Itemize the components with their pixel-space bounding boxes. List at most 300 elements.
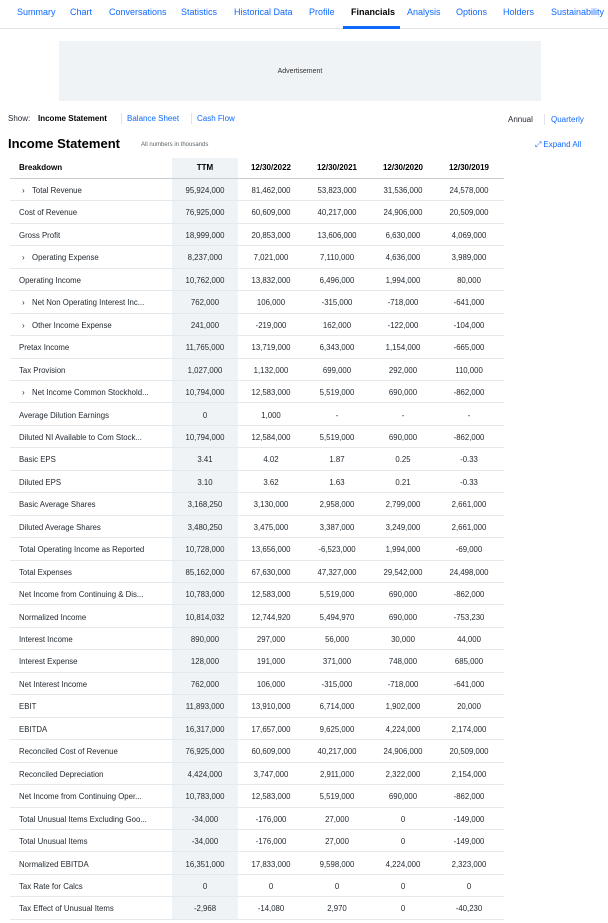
row-label (19, 231, 164, 240)
table-cell: 4,069,000 (451, 230, 487, 240)
table-cell: -315,000 (321, 679, 353, 689)
table-cell: -40,230 (455, 904, 483, 914)
row-label-text: Total Unusual Items (19, 837, 88, 847)
table-cell: 106,000 (256, 298, 286, 308)
table-cell: -219,000 (255, 320, 287, 330)
table-cell: -665,000 (453, 343, 485, 353)
table-cell: -34,000 (191, 837, 219, 847)
row-label-text: Operating Income (19, 275, 81, 285)
table-cell: 3,387,000 (319, 522, 355, 532)
table-row (10, 808, 504, 830)
table-row (10, 336, 504, 358)
row-label-text: Cost of Revenue (19, 208, 78, 218)
table-cell: 5,519,000 (319, 432, 355, 442)
table-cell: 5,494,970 (319, 612, 355, 622)
table-cell: 1.63 (329, 477, 345, 487)
row-label-text: EBITDA (19, 724, 48, 734)
row-label-text: Reconciled Cost of Revenue (19, 747, 118, 757)
chevron-right-icon[interactable]: › (22, 186, 25, 195)
table-cell: 0 (400, 904, 406, 914)
table-cell: -862,000 (453, 590, 485, 600)
table-cell: 7,021,000 (253, 253, 289, 263)
table-cell: 10,783,000 (185, 792, 225, 802)
expand-all-label: Expand All (543, 140, 582, 149)
table-cell: -176,000 (255, 814, 287, 824)
row-label-text: Normalized Income (19, 612, 87, 622)
row-label (19, 725, 164, 734)
table-cell: -718,000 (387, 298, 419, 308)
row-label-text: Other Income Expense (32, 320, 112, 330)
table-cell: 10,794,000 (185, 388, 225, 398)
table-cell: 3,168,250 (187, 500, 223, 510)
table-row[interactable] (10, 381, 504, 403)
statement-selector (8, 114, 235, 123)
table-cell: -122,000 (387, 320, 419, 330)
row-label-text: Interest Expense (19, 657, 78, 667)
row-label (19, 478, 164, 487)
table-row (10, 561, 504, 583)
table-cell: 10,794,000 (185, 432, 225, 442)
table-cell: 890,000 (190, 635, 220, 644)
row-label-text: Net Non Operating Interest Inc... (32, 298, 145, 308)
row-label[interactable] (22, 388, 167, 397)
row-label (19, 590, 164, 599)
table-cell: 81,462,000 (251, 186, 291, 195)
tab-profile[interactable]: Profile (309, 7, 335, 17)
table-cell: -862,000 (453, 432, 485, 442)
table-row (10, 673, 504, 695)
active-tab-indicator (343, 26, 400, 29)
table-cell: 13,910,000 (251, 702, 291, 712)
advertisement-label: Advertisement (277, 68, 323, 75)
header-ttm: TTM (196, 163, 214, 172)
table-cell: 18,999,000 (185, 230, 225, 240)
cash-flow-option[interactable]: Cash Flow (197, 114, 235, 123)
table-cell: 17,657,000 (251, 724, 291, 734)
table-cell: 85,162,000 (185, 567, 225, 577)
table-header (10, 155, 504, 179)
table-cell: -104,000 (453, 320, 485, 330)
table-cell: 20,000 (457, 702, 481, 712)
table-cell: 31,536,000 (383, 186, 423, 195)
table-cell: 3,480,250 (187, 522, 223, 532)
table-cell: 1,154,000 (385, 343, 421, 353)
row-label[interactable] (22, 253, 167, 262)
table-cell: 3.62 (263, 477, 279, 487)
table-cell: 12,583,000 (251, 590, 291, 600)
table-row (10, 830, 504, 852)
table-cell: -0.33 (460, 455, 478, 465)
table-row (10, 763, 504, 785)
table-cell: 24,906,000 (383, 747, 423, 757)
table-cell: 690,000 (388, 432, 418, 442)
table-cell: 24,578,000 (449, 186, 489, 195)
chevron-right-icon[interactable]: › (22, 253, 25, 263)
table-cell: 1,027,000 (187, 365, 223, 375)
page-title: Income Statement (8, 136, 120, 151)
table-cell: 762,000 (190, 298, 220, 308)
header-2019: 12/30/2019 (448, 163, 490, 172)
row-label-text: Tax Effect of Unusual Items (19, 904, 114, 914)
table-cell: 2,661,000 (451, 500, 487, 510)
table-cell: 1,994,000 (385, 545, 421, 555)
table-cell: 12,583,000 (251, 388, 291, 398)
table-cell: 2,911,000 (319, 769, 355, 779)
advertisement-banner[interactable] (59, 41, 541, 101)
table-cell: 20,509,000 (449, 747, 489, 757)
table-cell: 128,000 (190, 657, 220, 667)
row-label[interactable] (22, 321, 167, 330)
table-cell: 4,424,000 (187, 769, 223, 779)
table-cell: 2,322,000 (385, 769, 421, 779)
table-cell: 20,853,000 (251, 230, 291, 240)
table-cell: 5,519,000 (319, 388, 355, 398)
row-label[interactable] (22, 298, 167, 307)
table-cell: 10,783,000 (185, 590, 225, 600)
table-cell: 685,000 (454, 657, 484, 667)
table-cell: 748,000 (388, 657, 418, 667)
table-cell: -0.33 (460, 477, 478, 487)
row-label (19, 837, 164, 846)
table-cell: 5,519,000 (319, 590, 355, 600)
chevron-right-icon[interactable]: › (22, 388, 25, 398)
table-cell: -149,000 (453, 837, 485, 847)
annual-toggle[interactable]: Annual (508, 115, 533, 124)
table-cell: 8,237,000 (187, 253, 223, 263)
divider (191, 113, 192, 124)
table-cell: 2,661,000 (451, 522, 487, 532)
table-row (10, 628, 504, 650)
table-cell: 0.21 (395, 477, 411, 487)
table-cell: 12,744,920 (251, 612, 291, 622)
row-label (19, 860, 164, 869)
table-cell: 162,000 (322, 320, 352, 330)
table-row (10, 695, 504, 717)
table-row (10, 897, 504, 919)
table-cell: 2,154,000 (451, 769, 487, 779)
table-cell: 40,217,000 (317, 208, 357, 218)
row-label (19, 747, 164, 756)
table-cell: 690,000 (388, 590, 418, 600)
divider (544, 114, 545, 125)
row-label-text: Total Revenue (32, 186, 82, 195)
row-label (19, 208, 164, 217)
table-cell: 13,656,000 (251, 545, 291, 555)
table-row (10, 740, 504, 762)
table-cell: 4.02 (263, 455, 279, 465)
table-cell: 40,217,000 (317, 747, 357, 757)
table-cell: -641,000 (453, 679, 485, 689)
divider (121, 113, 122, 124)
table-cell: 5,519,000 (319, 792, 355, 802)
row-label (19, 904, 164, 913)
row-label (19, 792, 164, 801)
table-cell: 10,728,000 (185, 545, 225, 555)
table-cell: 27,000 (325, 837, 349, 847)
table-row (10, 516, 504, 538)
table-cell: 56,000 (325, 635, 349, 644)
row-label-text: Gross Profit (19, 230, 61, 240)
table-cell: 7,110,000 (319, 253, 355, 263)
table-cell: 3.41 (197, 455, 213, 465)
table-cell: 2,174,000 (451, 724, 487, 734)
row-label (19, 523, 164, 532)
table-cell: 0 (400, 881, 406, 891)
table-cell: 47,327,000 (317, 567, 357, 577)
row-label (19, 545, 164, 554)
table-cell: 690,000 (388, 612, 418, 622)
table-row (10, 359, 504, 381)
table-cell: 20,509,000 (449, 208, 489, 218)
table-cell: 13,832,000 (251, 275, 291, 285)
row-label-text: Basic Average Shares (19, 500, 96, 510)
table-row (10, 269, 504, 291)
table-cell: 1.87 (329, 455, 345, 465)
balance-sheet-option[interactable]: Balance Sheet (127, 114, 180, 123)
tab-sustainability[interactable]: Sustainability (551, 7, 605, 17)
chevron-right-icon[interactable]: › (22, 298, 25, 308)
table-cell: 0 (466, 881, 472, 891)
table-row (10, 583, 504, 605)
header-breakdown: Breakdown (19, 163, 63, 172)
table-cell: 9,625,000 (319, 724, 355, 734)
row-label-text: Average Dilution Earnings (19, 410, 110, 420)
table-cell: - (335, 410, 339, 420)
table-cell: 1,902,000 (385, 702, 421, 712)
table-cell: 0 (202, 410, 208, 420)
table-cell: 762,000 (190, 679, 220, 689)
row-label (19, 500, 164, 509)
table-row (10, 224, 504, 246)
row-label (19, 635, 164, 644)
row-label (19, 702, 164, 711)
table-cell: -6,523,000 (318, 545, 356, 555)
table-cell: 0 (400, 837, 406, 847)
tab-summary[interactable]: Summary (17, 7, 56, 17)
table-cell: 0 (202, 881, 208, 891)
row-label (19, 343, 164, 352)
row-label (19, 680, 164, 689)
tab-conversations[interactable]: Conversations (109, 7, 167, 17)
row-label-text: Total Operating Income as Reported (19, 545, 145, 555)
table-cell: -753,230 (453, 612, 485, 622)
row-label-text: Net Income from Continuing & Dis... (19, 590, 144, 600)
table-cell: 60,609,000 (251, 208, 291, 218)
units-note: All numbers in thousands (141, 142, 209, 148)
table-cell: 67,630,000 (251, 567, 291, 577)
table-cell: 6,714,000 (319, 702, 355, 712)
tab-analysis[interactable]: Analysis (407, 7, 441, 17)
table-cell: -2,968 (193, 904, 217, 914)
row-label (19, 276, 164, 285)
tab-options[interactable]: Options (456, 7, 488, 17)
table-row (10, 875, 504, 897)
table-cell: 16,317,000 (185, 724, 225, 734)
table-cell: 16,351,000 (185, 859, 225, 869)
row-label (19, 455, 164, 464)
tab-financials[interactable]: Financials (351, 7, 396, 17)
header-2020: 12/30/2020 (382, 163, 424, 172)
table-row (10, 201, 504, 223)
table-cell: 3,475,000 (253, 522, 289, 532)
table-cell: 371,000 (322, 657, 352, 667)
table-cell: 30,000 (391, 635, 415, 644)
row-label (19, 657, 164, 666)
table-cell: -149,000 (453, 814, 485, 824)
chevron-right-icon[interactable]: › (22, 320, 25, 330)
table-row (10, 606, 504, 628)
table-cell: -176,000 (255, 837, 287, 847)
row-label-text: Diluted Average Shares (19, 522, 101, 532)
row-label-text: Basic EPS (19, 455, 56, 465)
income-statement-option[interactable]: Income Statement (38, 114, 107, 123)
table-cell: 10,814,032 (185, 612, 225, 622)
table-cell: -69,000 (455, 545, 483, 555)
table-row (10, 650, 504, 672)
table-row (10, 404, 504, 426)
table-cell: 690,000 (388, 792, 418, 802)
table-cell: -34,000 (191, 814, 219, 824)
table-cell: 6,496,000 (319, 275, 355, 285)
table-cell: 292,000 (388, 365, 418, 375)
table-cell: 12,583,000 (251, 792, 291, 802)
table-cell: 80,000 (457, 275, 481, 285)
row-label-text: Total Unusual Items Excluding Goo... (19, 814, 147, 824)
table-cell: 44,000 (457, 635, 481, 644)
table-cell: 4,224,000 (385, 859, 421, 869)
table-cell: -718,000 (387, 679, 419, 689)
table-cell: - (467, 410, 471, 420)
row-label (19, 770, 164, 779)
table-cell: 27,000 (325, 814, 349, 824)
table-cell: 53,823,000 (317, 186, 357, 195)
quarterly-toggle[interactable]: Quarterly (551, 115, 584, 124)
table-row (10, 493, 504, 515)
table-cell: -862,000 (453, 388, 485, 398)
tab-chart[interactable]: Chart (70, 7, 93, 17)
table-cell: -862,000 (453, 792, 485, 802)
row-label-text: Operating Expense (32, 253, 99, 263)
expand-all-button[interactable] (535, 140, 581, 150)
table-row (10, 426, 504, 448)
table-cell: 2,970 (327, 904, 347, 914)
table-cell: 76,925,000 (185, 747, 225, 757)
table-cell: 2,958,000 (319, 500, 355, 510)
table-cell: 76,925,000 (185, 208, 225, 218)
table-cell: 1,132,000 (253, 365, 289, 375)
header-2022: 12/30/2022 (250, 163, 292, 172)
table-row[interactable] (10, 179, 504, 201)
row-label (19, 366, 164, 375)
row-label-text: Net Interest Income (19, 679, 88, 689)
row-label-text: Tax Rate for Calcs (19, 881, 83, 891)
table-cell: 0 (268, 881, 274, 891)
row-label-text: Total Expenses (19, 567, 72, 577)
row-label-text: Reconciled Depreciation (19, 769, 104, 779)
row-label-text: Net Income Common Stockhold... (32, 388, 149, 398)
table-cell: - (401, 410, 405, 420)
row-label-text: Interest Income (19, 635, 73, 644)
table-row[interactable] (10, 314, 504, 336)
table-cell: 1,000 (261, 410, 281, 420)
table-cell: 11,893,000 (185, 702, 225, 712)
table-cell: 24,906,000 (383, 208, 423, 218)
tab-historical-data[interactable]: Historical Data (234, 7, 293, 17)
quote-nav-tabs (0, 0, 608, 29)
row-label-text: Diluted NI Available to Com Stock... (19, 432, 142, 442)
table-cell: 13,719,000 (251, 343, 291, 353)
table-cell: 4,636,000 (385, 253, 421, 263)
table-cell: 690,000 (388, 388, 418, 398)
row-label (19, 882, 164, 891)
row-label-text: Pretax Income (19, 343, 70, 353)
row-label (19, 411, 164, 420)
row-label (19, 568, 164, 577)
row-label-text: Net Income from Continuing Oper... (19, 792, 142, 802)
table-row (10, 471, 504, 493)
tab-holders[interactable]: Holders (503, 7, 535, 17)
table-cell: 13,606,000 (317, 230, 357, 240)
table-cell: 2,799,000 (385, 500, 421, 510)
table-cell: 3,747,000 (253, 769, 289, 779)
table-cell: 106,000 (256, 679, 286, 689)
table-cell: 297,000 (256, 635, 286, 644)
table-cell: 29,542,000 (383, 567, 423, 577)
table-cell: 699,000 (322, 365, 352, 375)
table-cell: 12,584,000 (251, 432, 291, 442)
table-row (10, 538, 504, 560)
table-cell: 3,249,000 (385, 522, 421, 532)
table-cell: 9,598,000 (319, 859, 355, 869)
row-label-text: EBIT (19, 702, 37, 712)
table-cell: -315,000 (321, 298, 353, 308)
table-row[interactable] (10, 246, 504, 268)
table-row (10, 853, 504, 875)
table-cell: 1,994,000 (385, 275, 421, 285)
row-label-text: Diluted EPS (19, 477, 62, 487)
table-cell: 110,000 (455, 365, 483, 375)
table-cell: 3.10 (197, 477, 213, 487)
table-cell: 241,000 (190, 320, 220, 330)
show-label: Show: (8, 114, 31, 123)
table-cell: 4,224,000 (385, 724, 421, 734)
table-cell: 6,630,000 (385, 230, 421, 240)
expand-arrows-icon: ⤢ (535, 140, 542, 149)
row-label (19, 613, 164, 622)
tab-statistics[interactable]: Statistics (181, 7, 218, 17)
row-label[interactable] (22, 186, 167, 195)
table-cell: 191,000 (256, 657, 286, 667)
table-cell: 17,833,000 (251, 859, 291, 869)
row-label-text: Tax Provision (19, 365, 66, 375)
table-row[interactable] (10, 291, 504, 313)
table-cell: 6,343,000 (319, 343, 355, 353)
table-row (10, 448, 504, 470)
row-label (19, 433, 164, 442)
table-cell: 3,989,000 (451, 253, 487, 263)
table-cell: 0 (400, 814, 406, 824)
table-cell: 2,323,000 (451, 859, 487, 869)
row-label (19, 815, 164, 824)
header-2021: 12/30/2021 (316, 163, 358, 172)
table-cell: 10,762,000 (185, 275, 225, 285)
table-cell: 24,498,000 (449, 567, 489, 577)
table-cell: -641,000 (453, 298, 485, 308)
table-cell: 95,924,000 (185, 186, 225, 195)
table-cell: -14,080 (257, 904, 285, 914)
table-row (10, 785, 504, 807)
table-row (10, 718, 504, 740)
